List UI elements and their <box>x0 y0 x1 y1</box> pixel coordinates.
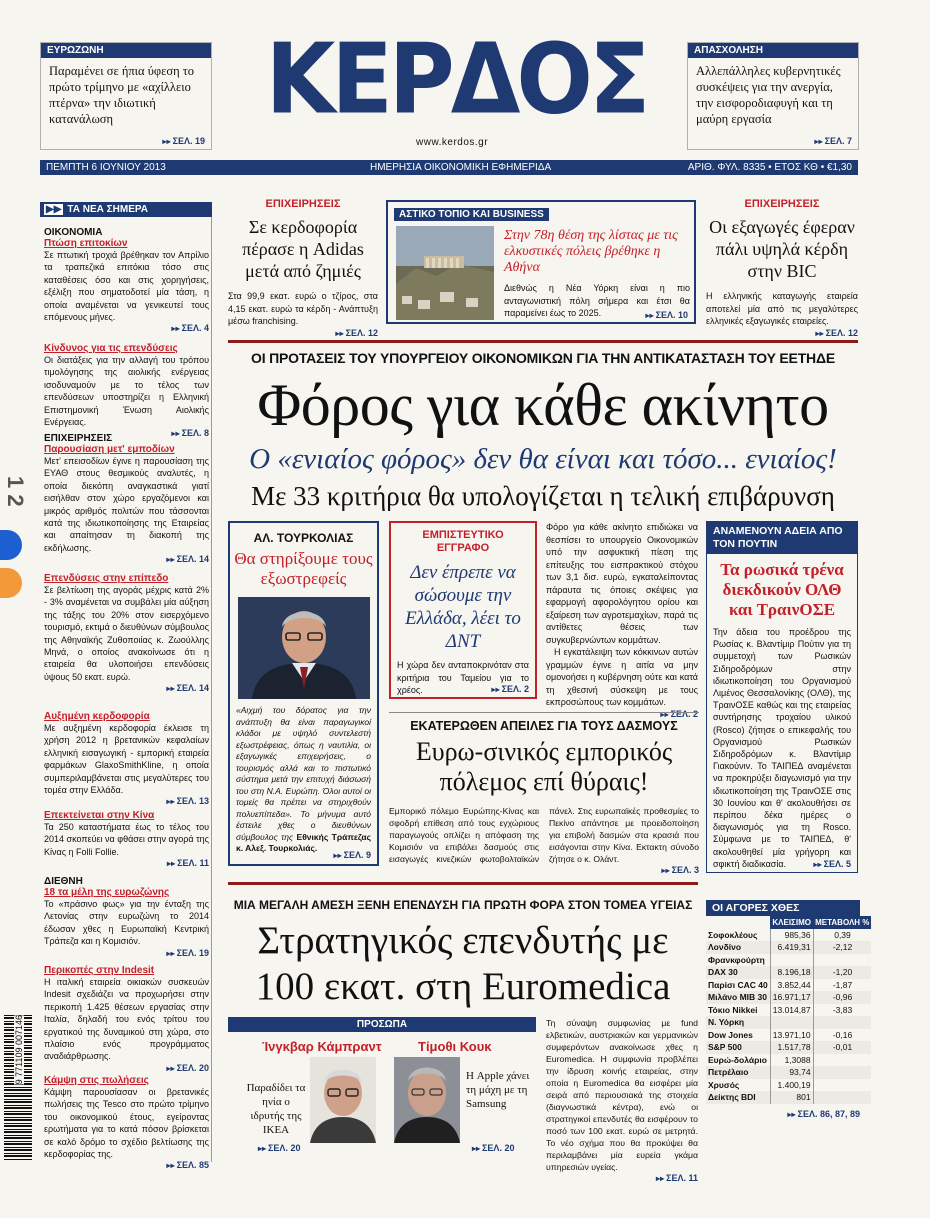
section-label: ΑΣΤΙΚΟ ΤΟΠΙΟ ΚΑΙ BUSINESS <box>394 208 549 221</box>
euromedica-headline[interactable]: Στρατηγικός επενδυτής με 100 εκατ. στη Euromedica <box>255 919 671 1008</box>
page-ref[interactable]: ▸▸ ΣΕΛ. 2 <box>491 684 529 694</box>
page-ref[interactable]: ▸▸ ΣΕΛ. 4 <box>171 323 209 334</box>
acropolis-photo <box>396 226 494 320</box>
column-header: ΚΛΕΙΣΙΜΟ <box>770 916 813 929</box>
market-change <box>813 1054 871 1067</box>
table-row <box>706 991 871 1004</box>
market-change <box>813 1066 871 1079</box>
market-name: Ευρώ-δολάριο <box>708 1054 767 1065</box>
market-close <box>770 954 813 967</box>
table-row <box>706 1091 871 1104</box>
person-caption: Παραδίδει τα ηνία ο ιδρυτής της IKEA <box>246 1082 306 1136</box>
kamprad-photo <box>310 1057 376 1143</box>
page-ref[interactable]: ▸▸ ΣΕΛ. 7 <box>814 136 852 146</box>
euromedica-kicker: ΜΙΑ ΜΕΓΑΛΗ ΑΜΕΣΗ ΞΕΝΗ ΕΠΕΝΔΥΣΗ ΓΙΑ ΠΡΩΤΗ ΦΟΡΑ ΣΤΟΝ ΤΟΜΕΑ ΥΓΕΙΑΣ <box>233 898 693 912</box>
masthead-logo[interactable]: ΚΕΡΔΟΣ <box>265 22 647 137</box>
person-caption: Η Apple χάνει τη μάχη με τη Samsung <box>466 1070 530 1110</box>
item-text: Κάμψη παρουσίασαν οι βρετανικές πωλήσεις της Tesco στο πρώτο τρίμηνο του οικονομικού έτους, εγείροντας ερωτήματα για το κατά πόσον βρίσκεται σε καλό δρόμο το σχέδιο βελτίωσης της κερδοφορίας της. <box>44 1087 209 1160</box>
sidebar-item-folli-follie[interactable] <box>44 810 209 868</box>
market-change: -2,12 <box>813 941 871 954</box>
markets-title: ΟΙ ΑΓΟΡΕΣ ΧΘΕΣ <box>706 900 860 916</box>
market-change <box>813 1079 871 1092</box>
market-change: -0,96 <box>813 991 871 1004</box>
item-text: Η ιταλική εταιρεία οικιακών συσκευών Indesit σχεδιάζει να προχωρήσει στην περικοπή 1.425 θέσεων εργασίας στην Ιταλία, δηλαδή του ενός τρίτου του εργατικού της δυναμικού στη χώρα, στο πλαίσιο ενός προγράμματος αναδιάρθρωσης. <box>44 977 209 1062</box>
headline: Σε κερδοφορία πέρασε η Adidas μετά από ζημιές <box>242 217 364 281</box>
market-change <box>813 1091 871 1104</box>
adidas-story[interactable] <box>228 198 378 338</box>
issue-number: ΑΡΙΘ. ΦΥΛ. 8335 • ΕΤΟΣ ΚΘ • €1,30 <box>687 162 852 173</box>
page-ref[interactable]: ▸▸ ΣΕΛ. 3 <box>661 865 699 875</box>
interview-quote: «Αιχμή του δόρατος για την ανάπτυξη θα είναι παραγωγικοί κλάδοι με υψηλό συντελεστή εξωστρέφειας, όπως η ναυτιλία, οι εξαγωγικές επιχειρήσεις, ο τουρισμός αλλά και το πιστωτικό σύστημα μετά την επιτυχή διάσωσή του στη Ν.Α. Ευρώπη. Όλοι αυτοί οι τομείς θα πρέπει να στηριχθούν πολυεπίπεδα». Το μήνυμα αυτό έστειλε χθες ο διευθύνων σύμβουλος της Εθνικής Τράπεζας κ. Αλεξ. Τουρκολιάς. <box>236 705 371 853</box>
section-label: ΟΙΚΟΝΟΜΙΑ <box>44 227 103 238</box>
table-row <box>706 966 871 979</box>
page-ref[interactable]: ▸▸ ΣΕΛ. 13 <box>166 796 209 807</box>
page-ref[interactable]: ▸▸ ΣΕΛ. 9 <box>333 850 371 860</box>
item-title: Πτώση επιτοκίων <box>44 238 128 249</box>
table-row <box>706 941 871 954</box>
person-name: Τίμοθι Κουκ <box>418 1039 492 1054</box>
page-ref[interactable]: ▸▸ ΣΕΛ. 20 <box>472 1143 515 1153</box>
page-ref[interactable]: ▸▸ ΣΕΛ. 19 <box>162 136 205 146</box>
market-name: Ν. Υόρκη <box>706 1016 770 1029</box>
table-row <box>706 1016 871 1029</box>
summary: Την άδεια του προέδρου της Ρωσίας κ. Βλαντίμιρ Πούτιν για τη συμμετοχή των Ρωσικών Σιδηροδρόμων στην ιδιωτικοποίηση του Οργανισμού Λιμένος Θεσσαλονίκης (ΟΛΘ), της ΤραινΟΣΕ καθώς και της εταιρείας συντήρησης τροχαίου υλικού (Rosco) ζήτησε ο επικεφαλής του Οργανισμού Ρωσικών Σιδηροδρόμων κ. Βλαντίμιρ Γιακούνιν. Το ΤΑΙΠΕΔ αναμένεται να προκηρύξει διαγωνισμό για την ιδιωτικοποίηση της ΤραινΟΣΕ στις 30 Ιουνίου και θ' ακολουθήσει σε περίπου δέκα ημέρες ο διαγωνισμός για τη Rosco. Σύμφωνα με το ΤΑΙΠΕΔ, θ' ακολουθηθεί μία γρήγορη και σφικτή διαδικασία. <box>713 627 851 869</box>
teaser-label: ΑΠΑΣΧΟΛΗΣΗ <box>688 43 858 58</box>
lead-headline[interactable]: Φόρος για κάθε ακίνητο <box>257 372 829 438</box>
teaser-text: Παραμένει σε ήπια ύφεση το πρώτο τρίμηνο με «αχίλλειο πτέρνα» την ιδιωτική κατανάλωση <box>49 64 195 126</box>
market-change: -1,87 <box>832 979 853 990</box>
item-text: Τα 250 καταστήματα έως το τέλος του 2014 σκοπεύει να φθάσει στην αγορά της Κίνας η Folli Follie. <box>44 822 209 857</box>
market-close: 6.419,31 <box>770 941 813 954</box>
market-close: 985,36 <box>770 929 813 942</box>
table-row <box>706 1079 871 1092</box>
divider <box>389 712 699 713</box>
market-name: Τόκιο Nikkei <box>708 1004 758 1015</box>
tourkolias-interview[interactable] <box>228 521 379 866</box>
person-name: Ίνγκβαρ Κάμπραντ <box>262 1039 382 1054</box>
page-ref[interactable]: ▸▸ ΣΕΛ. 11 <box>167 858 209 869</box>
table-row <box>706 1041 871 1054</box>
dateline-bar <box>40 160 858 175</box>
page-ref[interactable]: ▸▸ ΣΕΛ. 11 <box>656 1173 698 1183</box>
page-number: 1 2 <box>3 476 28 507</box>
page-ref[interactable]: ▸▸ ΣΕΛ. 85 <box>166 1160 209 1171</box>
item-title: Κάμψη στις πωλήσεις <box>44 1075 149 1086</box>
sidebar-item-tesco[interactable] <box>44 1075 209 1170</box>
market-change: -0,16 <box>832 1029 853 1040</box>
page-ref[interactable]: ▸▸ ΣΕΛ. 2 <box>660 708 698 719</box>
table-row <box>706 1029 871 1042</box>
table-row <box>706 954 871 967</box>
market-change: -0,01 <box>813 1041 871 1054</box>
market-close: 16.971,17 <box>770 991 813 1004</box>
kicker: ΕΚΑΤΕΡΩΘΕΝ ΑΠΕΙΛΕΣ ΓΙΑ ΤΟΥΣ ΔΑΣΜΟΥΣ <box>410 719 678 733</box>
market-change <box>813 1016 871 1029</box>
market-name: Dow Jones <box>708 1029 753 1040</box>
sidebar-item-investment-risk[interactable] <box>44 343 209 438</box>
trains-story[interactable] <box>706 521 858 873</box>
item-text: Σε βελτίωση της αγοράς μέχρις κατά 2% - 3% αναμένεται να συμβάλει μία αύξηση της τάξης του 20% στον εισερχόμενο τουρισμό, εκτιμά ο διευθύνων σύμβουλος της Αθηναϊκής Ζυθοποιίας κ. Ζωούλλης Μηνά, ο οποίος ανακοίνωσε ότι η εταιρεία θα υλοποιήσει επενδύσεις ύψους 50 εκατ. ευρώ. <box>44 585 209 682</box>
market-close: 3.852,44 <box>770 979 813 992</box>
market-change: -1,20 <box>813 966 871 979</box>
summary: Εμπορικό πόλεμο Ευρώπης-Κίνας και σφοδρή επίθεση από τους εγχώριους παραγωγούς οπλίζει η απόφαση της Κομισιόν να επιβάλει δασμούς στις εισαγωγές κινεζικών φωτοβολταϊκών πάνελ. Στις ευρωπαϊκές προθεσμίες το Πεκίνο απάντησε με προειδοποίηση για επιβολή δασμών στα κρασιά που εισάγονται στην Κίνα. Εκτακτη σύνοδο ζήτησε ο κ. Ολάντ. <box>389 806 699 864</box>
page-ref[interactable]: ▸▸ ΣΕΛ. 20 <box>166 1062 209 1073</box>
markets-box[interactable] <box>706 900 870 1119</box>
lead-rule <box>228 340 858 343</box>
market-name: Χρυσός <box>708 1079 740 1090</box>
item-title: Παρουσίαση μετ' εμποδίων <box>44 444 175 455</box>
section-label: ΑΝΑΜΕΝΟΥΝ ΑΔΕΙΑ ΑΠΟ ΤΟΝ ΠΟΥΤΙΝ <box>707 522 857 554</box>
top-left-teaser[interactable] <box>40 42 212 150</box>
tourkolias-photo <box>238 597 370 699</box>
market-name: DAX 30 <box>706 966 770 979</box>
market-change: -3,83 <box>832 1004 853 1015</box>
sidebar-item-glaxo[interactable] <box>44 711 209 806</box>
lead-subheadline-2: Με 33 κριτήρια θα υπολογίζεται η τελική επιβάρυνση <box>251 481 835 511</box>
page-ref[interactable]: ▸▸ ΣΕΛ. 20 <box>258 1143 301 1153</box>
item-text: Σε πτωτική τροχιά βρέθηκαν τον Απρίλιο τα τραπεζικά επιτόκια τόσο στις καταθέσεις όσο και στις χορηγήσεις, εξέλιξη που σηματοδοτεί μία τάση, η οποία αναμένεται να γενικευτεί τους επόμενους μήνες. <box>44 250 209 323</box>
table-header-row <box>706 916 871 929</box>
market-name: Παρίσι CAC 40 <box>708 979 768 990</box>
barcode-digits: 9 771109 007146 <box>14 1015 24 1085</box>
market-close: 1.400,19 <box>770 1079 813 1092</box>
page-ref[interactable]: ▸▸ ΣΕΛ. 10 <box>645 310 688 320</box>
summary: Διεθνώς η Νέα Υόρκη είναι η πιο ανταγωνιστική πόλη σήμερα και έτσι θα παραμείνει έως το 2025. <box>504 283 690 318</box>
market-name: Μιλάνο MIB 30 <box>706 991 770 1004</box>
sidebar-item-interest-rates[interactable] <box>44 227 209 333</box>
sidebar-item-eyath[interactable] <box>44 433 209 564</box>
market-close: 93,74 <box>770 1066 813 1079</box>
market-name: Λονδίνο <box>706 941 770 954</box>
market-close <box>770 1016 813 1029</box>
lead-body-text-2: Η εγκατάλειψη των κόκκινων αυτών γραμμών έγινε η αιτία να μην ομονοήσει η κυβέρνηση ούτε και κατά τη χθεσινή σύσκεψη με τους εκπροσώπους των κομμάτων. <box>546 647 698 707</box>
teaser-text: Αλλεπάλληλες κυβερνητικές συσκέψεις για την ανεργία, την εισφοροδιαφυγή και τη μαύρη εργασία <box>696 64 841 126</box>
market-name: S&P 500 <box>706 1041 770 1054</box>
item-title: Επεκτείνεται στην Κίνα <box>44 810 155 821</box>
market-close: 13.971,10 <box>770 1029 813 1042</box>
teaser-label: ΕΥΡΩΖΩΝΗ <box>41 43 211 58</box>
markets-table <box>706 916 871 1104</box>
summary: Τη σύναψη συμφωνίας με fund ελβετικών, αυστριακών και γερμανικών συμφερόντων ανακοίνωσε χθες η Euromedica. Η συμφωνία προβλέπει την ίδρυση κοινής εταιρείας, στην οποία η Euromedica θα εισφέρει μία σειρά από περιουσιακά της στοιχεία (διαγνωστικά κέντρα), ενώ οι στρατηγικοί επενδυτές θα εισφέρουν το ποσό των 100 εκατ. ευρώ σε μετρητά. Το νέο σχήμα που θα προκύψει θα περιλαμβάνει μία ευρεία γκάμα υπηρεσιών υγείας. <box>546 1018 698 1172</box>
page-ref[interactable]: ▸▸ ΣΕΛ. 12 <box>335 327 378 338</box>
page-ref[interactable]: ▸▸ ΣΕΛ. 19 <box>166 947 209 958</box>
headline: Θα στηρίξουμε τους εξωστρεφείς <box>234 549 373 588</box>
section-label: ΕΠΙΧΕΙΡΗΣΕΙΣ <box>265 198 341 210</box>
color-registration-mark <box>0 530 22 560</box>
euromedica-body[interactable] <box>546 1017 698 1183</box>
table-row <box>706 1054 871 1067</box>
headline: Δεν έπρεπε να σώσουμε την Ελλάδα, λέει το ΔΝΤ <box>405 562 521 652</box>
website-url[interactable]: www.kerdos.gr <box>416 137 489 148</box>
table-row <box>706 979 871 992</box>
headline: Τα ρωσικά τρένα διεκδικούν ΟΛΘ και ΤραινΟΣΕ <box>720 560 844 619</box>
euromedica-rule <box>228 882 698 885</box>
market-close: 1.517,78 <box>770 1041 813 1054</box>
sidebar-item-eurozone[interactable] <box>44 876 209 958</box>
page-ref[interactable]: ▸▸ ΣΕΛ. 14 <box>166 554 209 565</box>
color-registration-mark <box>0 568 22 598</box>
page-ref[interactable]: ▸▸ ΣΕΛ. 12 <box>815 327 858 338</box>
market-name: Φρανκφούρτη <box>708 954 765 965</box>
lead-body[interactable] <box>546 521 698 719</box>
lead-kicker: ΟΙ ΠΡΟΤΑΣΕΙΣ ΤΟΥ ΥΠΟΥΡΓΕΙΟΥ ΟΙΚΟΝΟΜΙΚΩΝ ΓΙΑ ΤΗΝ ΑΝΤΙΚΑΤΑΣΤΑΣΗ ΤΟΥ ΕΕΤΗΔΕ <box>251 350 835 366</box>
market-name: Πετρέλαιο <box>706 1066 770 1079</box>
summary: Η χώρα δεν ανταποκρινόταν στα κριτήρια του Ταμείου για το χρέος. <box>397 660 529 695</box>
item-title: Περικοπές στην Indesit <box>44 965 155 976</box>
summary: Η ελληνικής καταγωγής εταιρεία αποτελεί μία από τις μεγαλύτερες ελληνικές εξαγωγικές εταιρείες. <box>706 291 858 326</box>
item-title: Αυξημένη κερδοφορία <box>44 711 150 722</box>
imf-story[interactable] <box>389 521 537 699</box>
page-ref[interactable]: ▸▸ ΣΕΛ. 8 <box>171 428 209 439</box>
tariffs-story[interactable] <box>389 712 699 875</box>
market-name: Δείκτης BDI <box>706 1091 770 1104</box>
item-title: Κίνδυνος για τις επενδύσεις <box>44 343 178 354</box>
table-row <box>706 929 871 942</box>
cook-photo <box>394 1057 460 1143</box>
item-text: Το «πράσινο φως» για την ένταξη της Λετονίας στην ευρωζώνη το 2014 έδωσαν χθες η Ευρωπαϊκή Κεντρική Τράπεζα και η Κομισιόν. <box>44 899 209 947</box>
issue-date: ΠΕΜΠΤΗ 6 ΙΟΥΝΙΟΥ 2013 <box>46 162 166 173</box>
double-arrow-icon: ▶▶ <box>46 204 62 215</box>
item-title: 18 τα μέλη της ευρωζώνης <box>44 887 170 898</box>
market-close: 13.014,87 <box>770 1004 813 1017</box>
page-ref[interactable]: ▸▸ ΣΕΛ. 14 <box>166 683 209 694</box>
sidebar-item-indesit[interactable] <box>44 965 209 1073</box>
headline: Στην 78η θέση της λίστας με τις ελκυστικές πόλεις βρέθηκε η Αθήνα <box>504 228 678 275</box>
section-label: ΠΡΟΣΩΠΑ <box>228 1017 536 1032</box>
page-ref[interactable]: ▸▸ ΣΕΛ. 86, 87, 89 <box>787 1108 860 1119</box>
market-close: 8.196,18 <box>770 966 813 979</box>
section-label: ΕΠΙΧΕΙΡΗΣΕΙΣ <box>744 198 820 210</box>
market-change: 0,39 <box>834 929 851 940</box>
market-change <box>813 954 871 967</box>
lead-subheadline: Ο «ενιαίος φόρος» δεν θα είναι και τόσο... ενιαίος! <box>249 443 837 475</box>
page-ref[interactable]: ▸▸ ΣΕΛ. 5 <box>813 859 851 869</box>
item-title: Επενδύσεις στην επίπεδο <box>44 573 169 584</box>
sidebar-item-brewery[interactable] <box>44 573 209 693</box>
persons-box[interactable] <box>228 1017 536 1162</box>
summary: Στα 99,9 εκατ. ευρώ ο τζίρος, στα 4,15 εκατ. ευρώ τα κέρδη - Ανάπτυξη μέσω franchising. <box>228 291 378 326</box>
headline: Οι εξαγωγές έφεραν πάλι υψηλά κέρδη στην BIC <box>709 217 855 281</box>
headline: Ευρω-σινικός εμπορικός πόλεμος επί θύραις! <box>415 737 673 796</box>
paper-tagline: ΗΜΕΡΗΣΙΑ ΟΙΚΟΝΟΜΙΚΗ ΕΦΗΜΕΡΙΔΑ <box>370 162 552 173</box>
column-header: ΜΕΤΑΒΟΛΗ % <box>815 917 870 927</box>
item-text: Μετ' επεισοδίων έγινε η παρουσίαση της ΕΥΑΘ στους θεσμικούς αναλυτές, η οποία διεκόπη αναγκαστικά γιατί εισήλθαν στον χώρο εργαζόμενοι και μικρός αριθμός πολιτών που τάσσονται κατά της ιδιωτικοποίησης της Εταιρείας και απαίτησαν τη διακοπή της εκδήλωσης. <box>44 456 209 553</box>
market-name: Σοφοκλέους <box>708 929 758 940</box>
item-text: Με αυξημένη κερδοφορία έκλεισε τη χρήση 2012 η βρετανικών κεφαλαίων ελληνική εισαγωγική - εμπορική εταιρεία φαρμάκων GlaxoSmithKline, η οποία συμπεριλαμβάνεται στις μεγαλύτερες του τομέα στην Ελλάδα. <box>44 723 209 796</box>
section-label: ΕΠΙΧΕΙΡΗΣΕΙΣ <box>44 433 113 444</box>
section-label: ΔΙΕΘΝΗ <box>44 876 83 887</box>
section-label: ΕΜΠΙΣΤΕΥΤΙΚΟ ΕΓΓΡΑΦΟ <box>422 529 504 554</box>
table-row <box>706 1066 871 1079</box>
person-name: ΑΛ. ΤΟΥΡΚΟΛΙΑΣ <box>253 531 354 545</box>
item-text: Οι διατάξεις για την αλλαγή του τρόπου τιμολόγησης της αιολικής ενέργειας ισοδυναμούν με το τέλος των επενδύσεων υποστηρίζει η Ελληνική Επιστημονική Ένωση Αιολικής Ενέργειας. <box>44 355 209 428</box>
lead-body-text: Φόρο για κάθε ακίνητο επιδιώκει να θεσπίσει το υπουργείο Οικονομικών υπό την ασφυκτική πίεση της επίτευξης του εισπρακτικού στόχου των 3,1 δισ. ευρώ, εγκαταλείποντας πάραυτα τις όποιες σκέψεις για εφαρμογή αφορολόγητου ορίου και εξαίρεση των αγροτεμαχίων, παρά τις αντίθετες θέσεις των συγκυβερνώντων κομμάτων. <box>546 522 698 645</box>
sidebar-header: ▶▶ ΤΑ ΝΕΑ ΣΗΜΕΡΑ <box>40 202 212 217</box>
top-right-teaser[interactable] <box>687 42 859 150</box>
table-row <box>706 1004 871 1017</box>
market-close: 1,3088 <box>770 1054 813 1067</box>
athens-story[interactable] <box>386 200 696 324</box>
market-close: 801 <box>770 1091 813 1104</box>
bic-story[interactable] <box>706 198 858 338</box>
